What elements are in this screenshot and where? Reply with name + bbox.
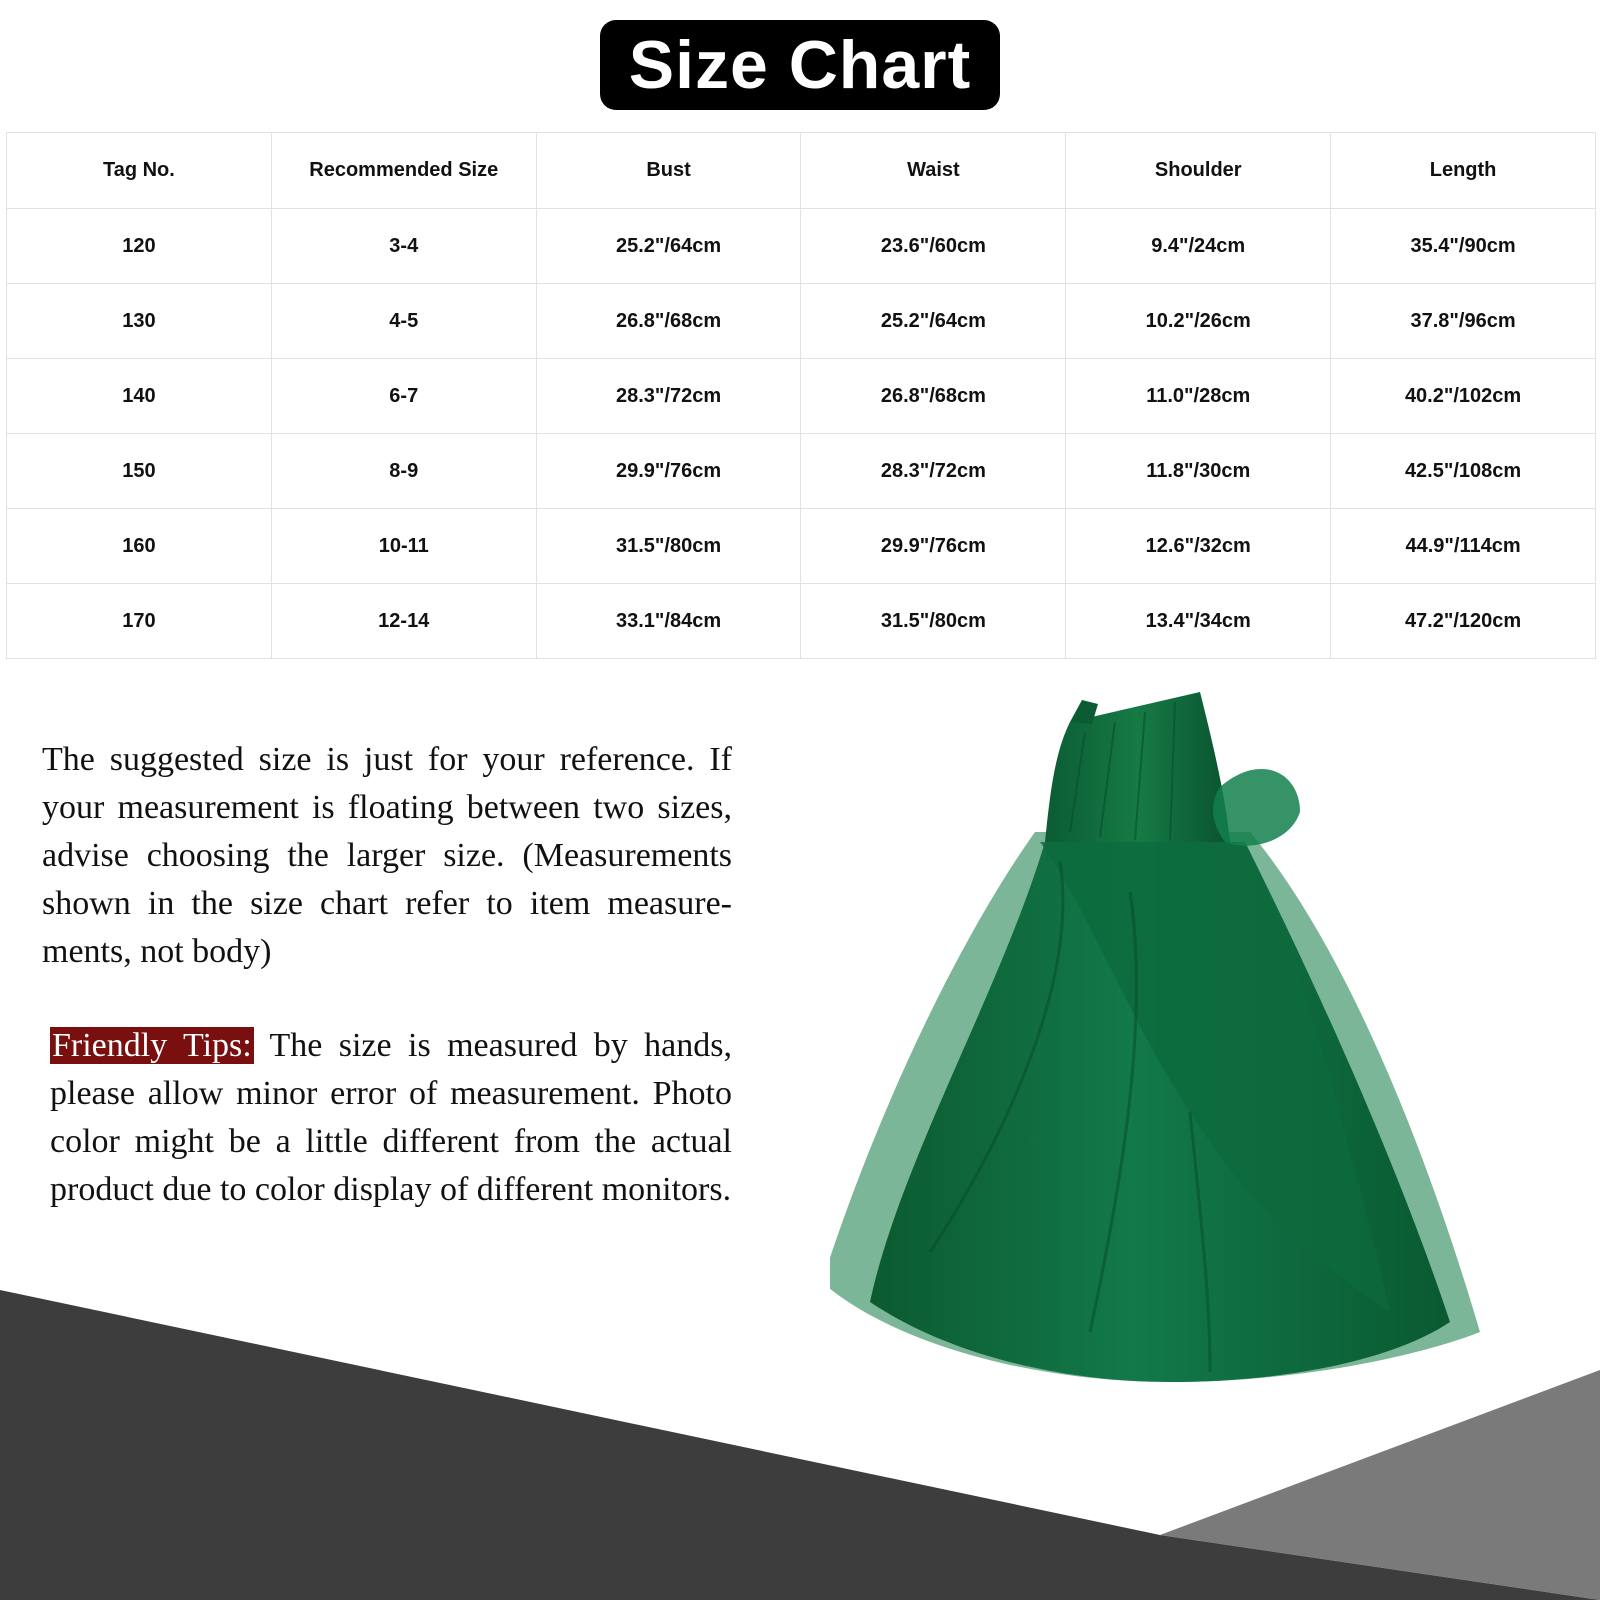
cell-tag-no: 120 xyxy=(7,209,272,284)
cell-waist: 25.2"/64cm xyxy=(801,284,1066,359)
table-header-row xyxy=(7,133,1596,209)
cell-recommended-size: 6-7 xyxy=(271,359,536,434)
cell-shoulder: 10.2"/26cm xyxy=(1066,284,1331,359)
cell-bust: 25.2"/64cm xyxy=(536,209,801,284)
size-reference-note: The suggested size is just for your reference. If your measurement is floating between two sizes, advise choosing the larger size. (Measurements shown in the size chart refer to item measure-ments, not body) xyxy=(42,741,732,970)
header-recommended-size: Recommended Size xyxy=(271,133,536,209)
friendly-tips-text: The size is measured by hands, please allow minor error of measurement. Photo color might be a little different from the actual product due to color display of different monitors. xyxy=(50,1027,732,1208)
size-chart-title: Size Chart xyxy=(600,20,1000,110)
cell-waist: 23.6"/60cm xyxy=(801,209,1066,284)
cell-waist: 28.3"/72cm xyxy=(801,434,1066,509)
cell-bust: 26.8"/68cm xyxy=(536,284,801,359)
friendly-tips-label: Friendly Tips: xyxy=(52,1027,252,1064)
table-row xyxy=(7,209,1596,284)
cell-length: 35.4"/90cm xyxy=(1331,209,1596,284)
cell-length: 42.5"/108cm xyxy=(1331,434,1596,509)
cell-waist: 31.5"/80cm xyxy=(801,584,1066,659)
cell-recommended-size: 4-5 xyxy=(271,284,536,359)
cell-tag-no: 130 xyxy=(7,284,272,359)
cell-shoulder: 12.6"/32cm xyxy=(1066,509,1331,584)
cell-bust: 31.5"/80cm xyxy=(536,509,801,584)
cell-waist: 26.8"/68cm xyxy=(801,359,1066,434)
header-shoulder: Shoulder xyxy=(1066,133,1331,209)
cell-waist: 29.9"/76cm xyxy=(801,509,1066,584)
cell-length: 44.9"/114cm xyxy=(1331,509,1596,584)
table-row xyxy=(7,284,1596,359)
cell-bust: 33.1"/84cm xyxy=(536,584,801,659)
header-waist: Waist xyxy=(801,133,1066,209)
cell-bust: 28.3"/72cm xyxy=(536,359,801,434)
cell-shoulder: 11.0"/28cm xyxy=(1066,359,1331,434)
cell-tag-no: 160 xyxy=(7,509,272,584)
cell-length: 40.2"/102cm xyxy=(1331,359,1596,434)
green-tulle-dress-image xyxy=(830,692,1510,1402)
cell-length: 47.2"/120cm xyxy=(1331,584,1596,659)
cell-recommended-size: 10-11 xyxy=(271,509,536,584)
cell-bust: 29.9"/76cm xyxy=(536,434,801,509)
header-bust: Bust xyxy=(536,133,801,209)
friendly-tips xyxy=(50,1022,732,1214)
cell-length: 37.8"/96cm xyxy=(1331,284,1596,359)
size-table xyxy=(6,132,1596,659)
cell-tag-no: 170 xyxy=(7,584,272,659)
table-row xyxy=(7,434,1596,509)
cell-tag-no: 140 xyxy=(7,359,272,434)
cell-shoulder: 11.8"/30cm xyxy=(1066,434,1331,509)
cell-shoulder: 13.4"/34cm xyxy=(1066,584,1331,659)
cell-recommended-size: 3-4 xyxy=(271,209,536,284)
header-tag-no: Tag No. xyxy=(7,133,272,209)
table-row xyxy=(7,509,1596,584)
cell-tag-no: 150 xyxy=(7,434,272,509)
header-length: Length xyxy=(1331,133,1596,209)
cell-recommended-size: 8-9 xyxy=(271,434,536,509)
side-bow xyxy=(1213,769,1300,846)
cell-recommended-size: 12-14 xyxy=(271,584,536,659)
cell-shoulder: 9.4"/24cm xyxy=(1066,209,1331,284)
table-row xyxy=(7,584,1596,659)
table-row xyxy=(7,359,1596,434)
